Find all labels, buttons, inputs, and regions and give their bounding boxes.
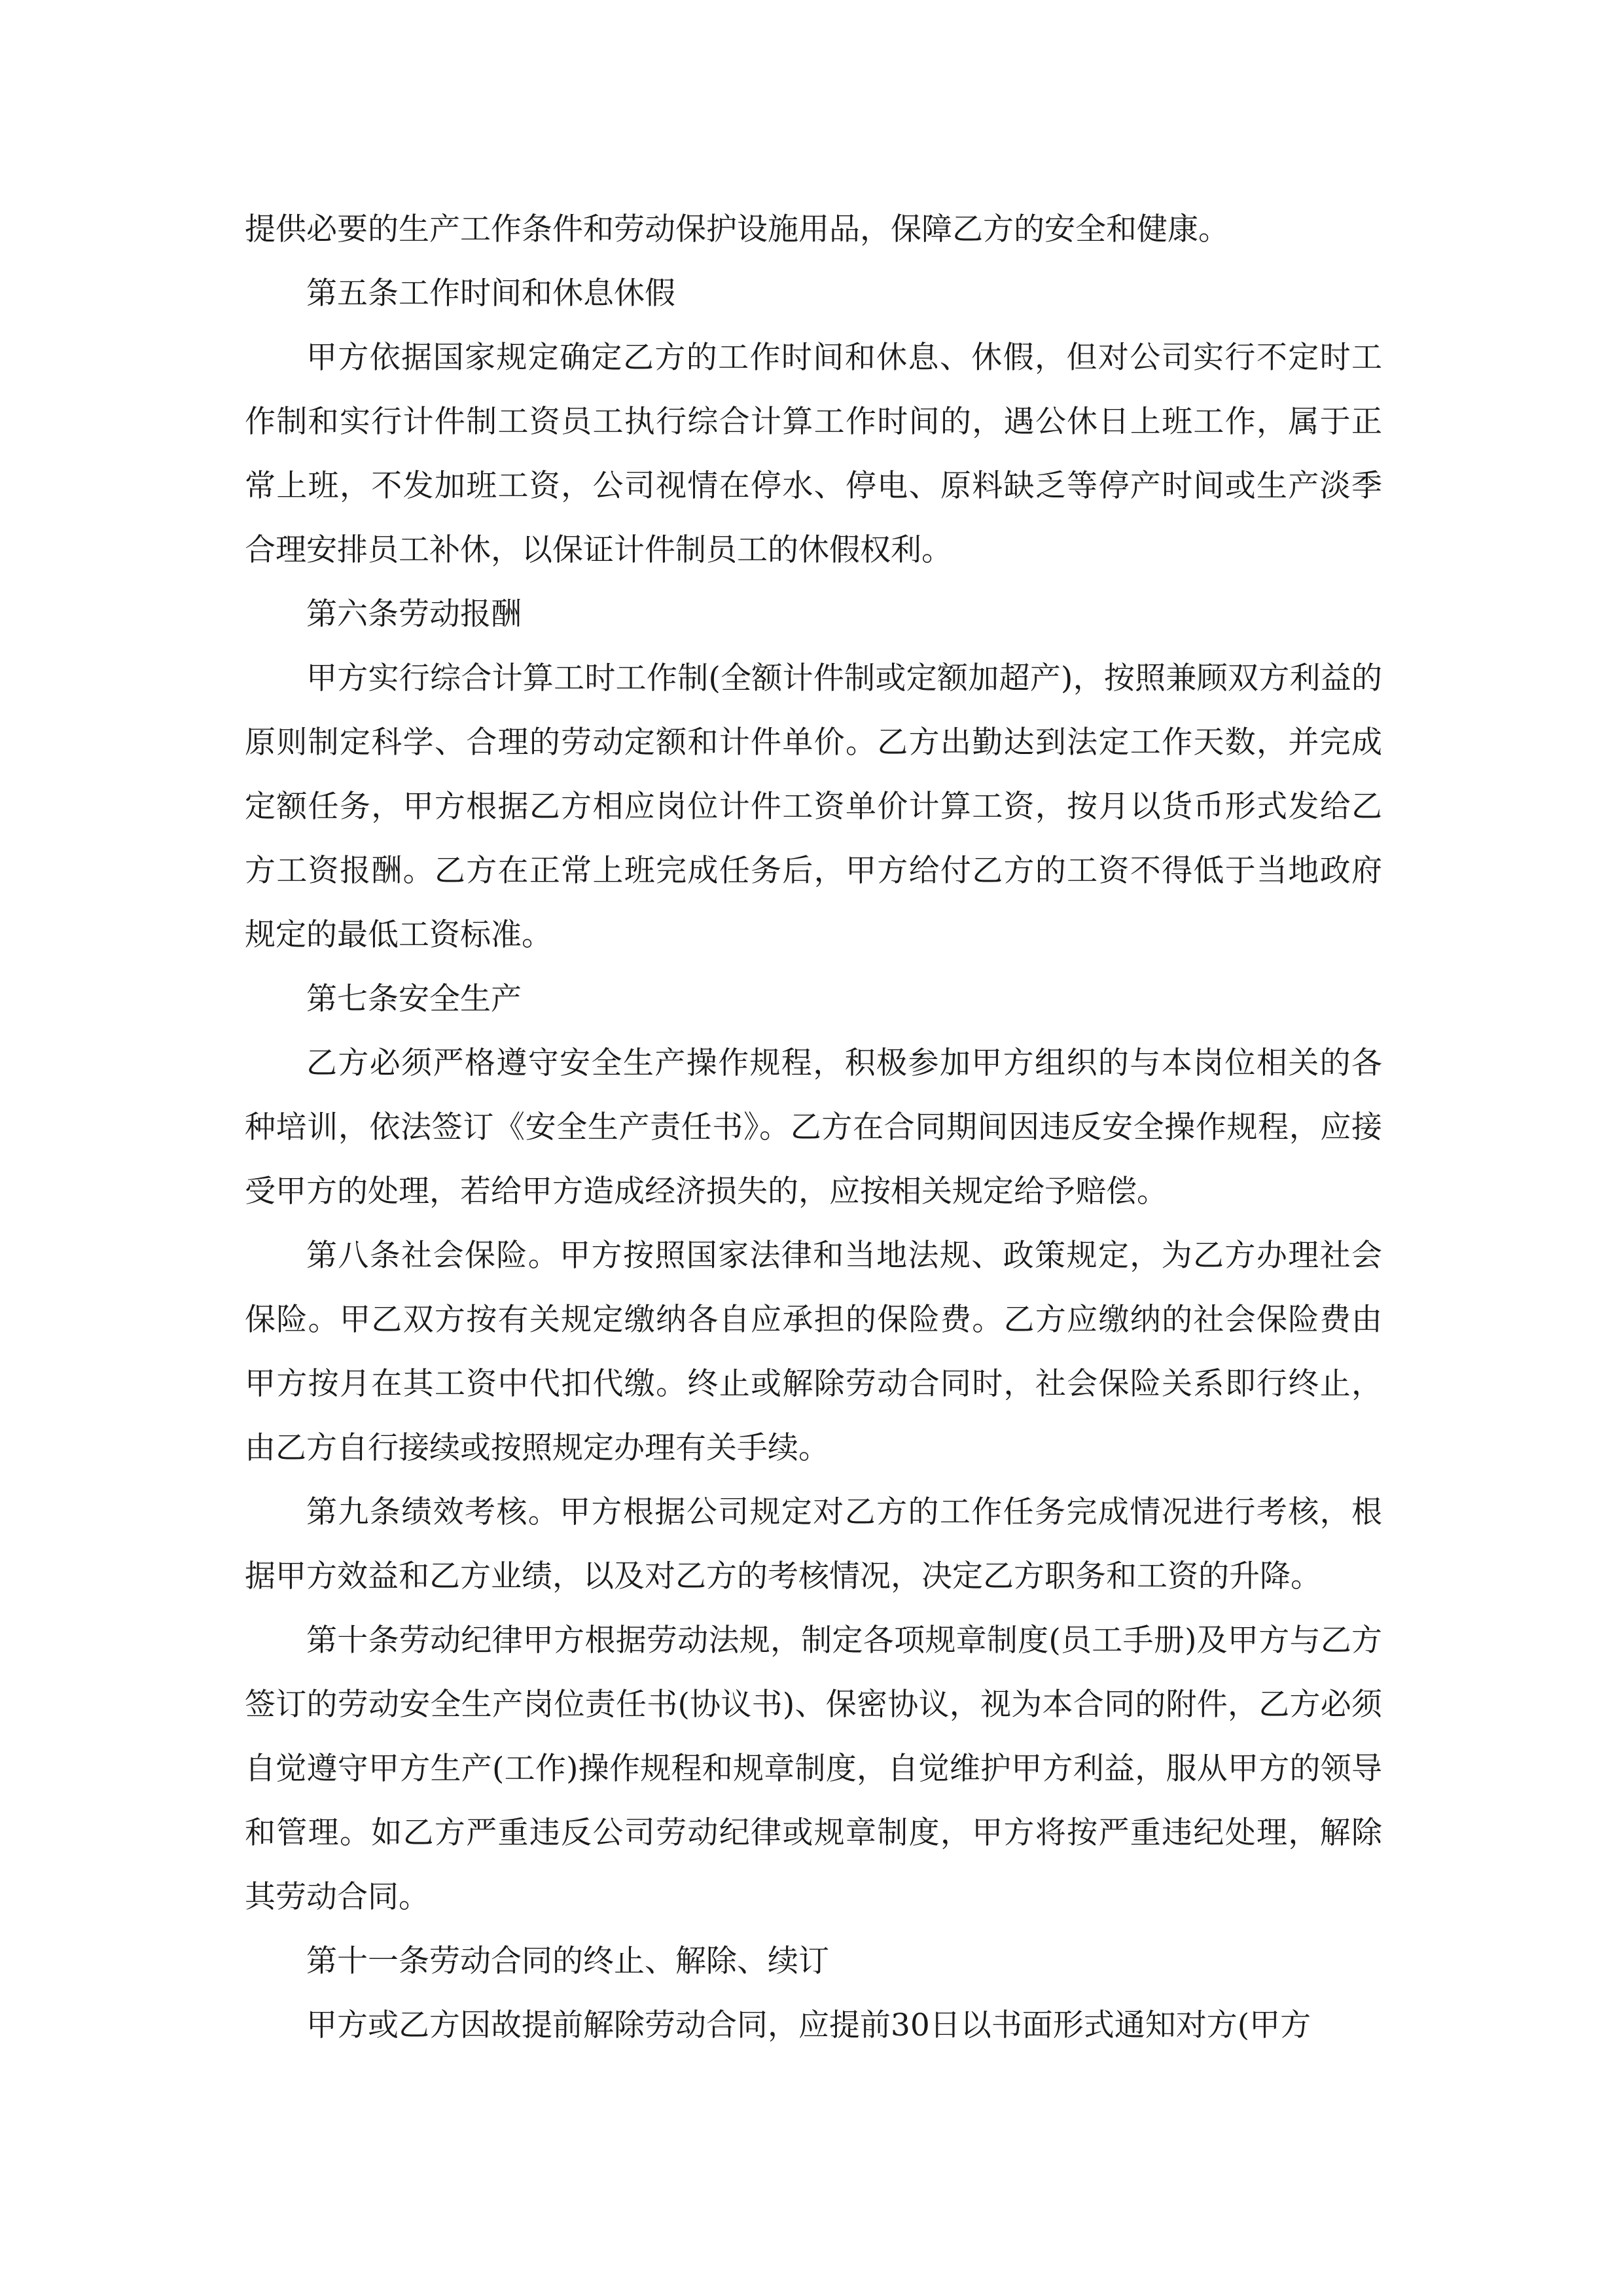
- article-11-heading: 第十一条劳动合同的终止、解除、续订: [306, 1943, 829, 1979]
- paragraph-continuation: 提供必要的生产工作条件和劳动保护设施用品，保障乙方的安全和健康。: [245, 211, 1229, 247]
- article-5-body: 甲方依据国家规定确定乙方的工作时间和休息、休假，但对公司实行不定时工作制和实行计件制工资员工执行综合计算工作时间的，遇公休日上班工作，属于正常上班，不发加班工资，公司视情在停水、停电、原料缺乏等停产时间或生产淡季合理安排员工补休，以保证计件制员工的休假权利。: [245, 340, 1382, 568]
- article-11-body: 甲方或乙方因故提前解除劳动合同，应提前30日以书面形式通知对方(甲方: [306, 2007, 1311, 2043]
- article-6-heading: 第六条劳动报酬: [306, 596, 522, 632]
- article-6-body: 甲方实行综合计算工时工作制(全额计件制或定额加超产)，按照兼顾双方利益的原则制定科学、合理的劳动定额和计件单价。乙方出勤达到法定工作天数，并完成定额任务，甲方根据乙方相应岗位计件工资单价计算工资，按月以货币形式发给乙方工资报酬。乙方在正常上班完成任务后，甲方给付乙方的工资不得低于当地政府规定的最低工资标准。: [245, 660, 1382, 953]
- document-body: [245, 198, 1382, 2058]
- article-8-body: 第八条社会保险。甲方按照国家法律和当地法规、政策规定，为乙方办理社会保险。甲乙双方按有关规定缴纳各自应承担的保险费。乙方应缴纳的社会保险费由甲方按月在其工资中代扣代缴。终止或解除劳动合同时，社会保险关系即行终止，由乙方自行接续或按照规定办理有关手续。: [245, 1238, 1382, 1466]
- article-9-body: 第九条绩效考核。甲方根据公司规定对乙方的工作任务完成情况进行考核，根据甲方效益和乙方业绩，以及对乙方的考核情况，决定乙方职务和工资的升降。: [245, 1494, 1382, 1594]
- article-5-heading: 第五条工作时间和休息休假: [306, 276, 675, 312]
- article-7-body: 乙方必须严格遵守安全生产操作规程，积极参加甲方组织的与本岗位相关的各种培训，依法签订《安全生产责任书》。乙方在合同期间因违反安全操作规程，应接受甲方的处理，若给甲方造成经济损失的，应按相关规定给予赔偿。: [245, 1045, 1382, 1210]
- article-10-body: 第十条劳动纪律甲方根据劳动法规，制定各项规章制度(员工手册)及甲方与乙方签订的劳动安全生产岗位责任书(协议书)、保密协议，视为本合同的附件，乙方必须自觉遵守甲方生产(工作)操作规程和规章制度，自觉维护甲方利益，服从甲方的领导和管理。如乙方严重违反公司劳动纪律或规章制度，甲方将按严重违纪处理，解除其劳动合同。: [245, 1623, 1382, 1915]
- article-7-heading: 第七条安全生产: [306, 981, 522, 1017]
